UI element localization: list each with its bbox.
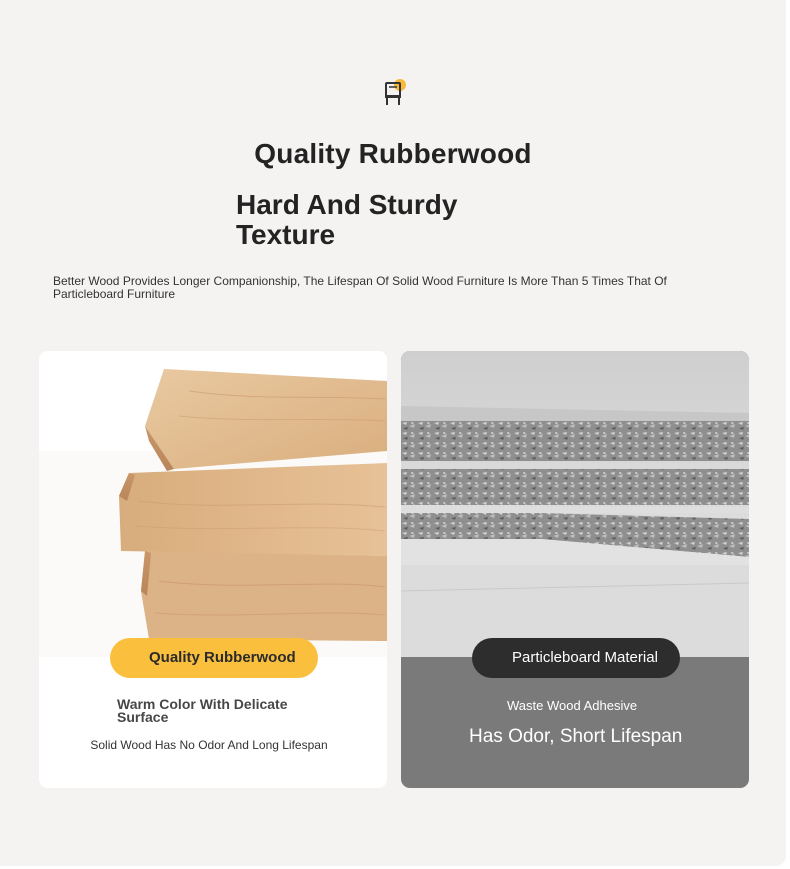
chair-icon — [382, 78, 410, 108]
page-title: Quality Rubberwood — [254, 138, 532, 169]
rubberwood-badge — [110, 638, 318, 678]
particleboard-photo — [401, 351, 749, 657]
rubberwood-point-1: Warm Color With Delicate Surface — [117, 696, 288, 725]
rubberwood-point-2: Solid Wood Has No Odor And Long Lifespan — [90, 738, 328, 752]
page-subtitle: Hard And Sturdy Texture — [236, 189, 458, 250]
rubberwood-badge-label: Quality Rubberwood — [149, 649, 296, 666]
rubberwood-card — [39, 351, 387, 788]
particleboard-badge-label: Particleboard Material — [512, 649, 658, 666]
rubberwood-photo — [39, 351, 387, 657]
particleboard-badge — [472, 638, 680, 678]
particleboard-point-2: Has Odor, Short Lifespan — [469, 726, 683, 747]
particleboard-point-1: Waste Wood Adhesive — [507, 698, 638, 713]
page-description: Better Wood Provides Longer Companionship, The Lifespan Of Solid Wood Furniture Is More Than 5 Times That Of Particleboard Furniture — [53, 274, 667, 301]
particleboard-card — [401, 351, 749, 788]
